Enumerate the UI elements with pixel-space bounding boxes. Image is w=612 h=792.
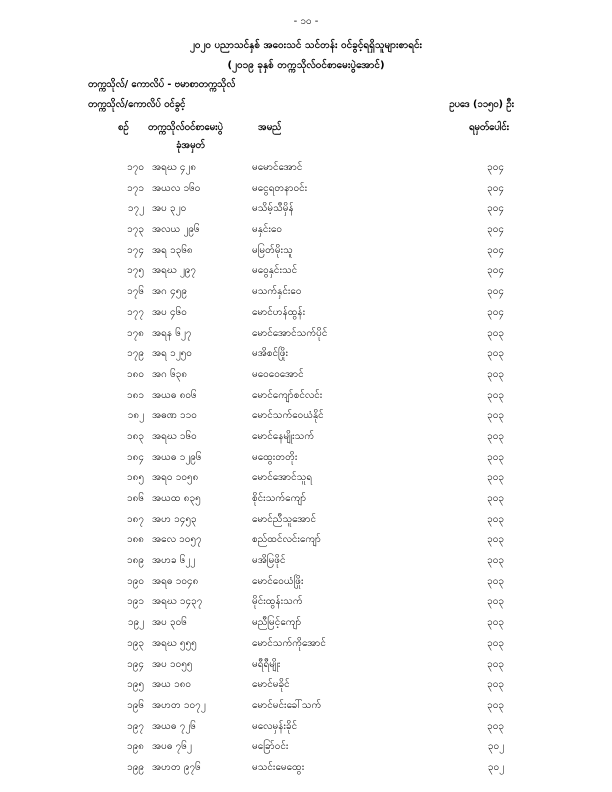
total-score: ၃၀၂ — [487, 761, 504, 773]
table-row — [0, 198, 612, 219]
total-score: ၃၀၃ — [487, 451, 504, 463]
student-name: မဝွေနှင်းသင် — [252, 265, 298, 277]
header-score: ရမှတ်ပေါင်း — [468, 122, 509, 133]
table-row — [0, 426, 612, 447]
roll-number: အဟခ ၆၂၂ — [152, 555, 196, 567]
row-number: ၁၈၄ — [127, 451, 144, 463]
row-number: ၁၇၃ — [127, 224, 144, 236]
table-row — [0, 447, 612, 468]
university-label: တက္ကသိုလ်/ ကောလိပ် - ဗမာစာတက္ကသိုလ် — [88, 79, 236, 90]
total-score: ၃၀၃ — [487, 472, 504, 484]
student-name: မောင်ဟန်ထွန်း — [252, 306, 306, 318]
row-number: ၁၉၅ — [127, 679, 144, 691]
row-number: ၁၇၁ — [127, 182, 144, 194]
row-number: ၁၇၅ — [127, 265, 144, 277]
roll-number: အရ ၁၃၆၈ — [152, 244, 193, 256]
total-score: ၃၀၄ — [487, 203, 504, 215]
row-number: ၁၈၀ — [127, 368, 144, 380]
table-row — [0, 467, 612, 488]
student-name: စည်ထင်လင်းကျော် — [252, 534, 321, 546]
table-row — [0, 385, 612, 406]
roll-number: အရဃ ၄၂၈ — [152, 162, 197, 173]
document-subtitle: (၂၀၁၉ ခုနှစ် တက္ကသိုလ်ဝင်စာမေးပွဲအောင်) — [227, 60, 385, 71]
total-score: ၃၀၃ — [487, 389, 504, 401]
roll-number: အယဓ ၇၂၆ — [152, 720, 196, 732]
student-name: မရီရီမျိုး — [252, 658, 281, 670]
student-name: မညီမြင့်ကျော် — [252, 617, 302, 629]
roll-number: အရ ၁၂၅၀ — [152, 348, 192, 360]
table-row — [0, 219, 612, 240]
total-score: ၃၀၃ — [487, 575, 504, 587]
table-row — [0, 571, 612, 592]
row-number: ၁၉၉ — [127, 761, 144, 773]
page-number: - ၁၀ - — [293, 16, 319, 27]
table-row — [0, 591, 612, 612]
student-name: မောင်မင်းခေါ်သက် — [252, 699, 322, 711]
student-name: မခြော်ဝင်း — [252, 741, 289, 753]
roll-number: အဂ ၆၃၈ — [152, 368, 188, 380]
student-name: မောင်ညီသူအောင် — [252, 513, 317, 525]
total-score: ၃၀၄ — [487, 182, 504, 194]
total-score: ၃၀၃ — [487, 368, 504, 380]
total-score: ၃၀၃ — [487, 596, 504, 608]
total-score: ၃၀၃ — [487, 658, 504, 670]
student-name: မောင်ကျော်စင်လင်း — [252, 389, 323, 401]
total-score: ၃၀၃ — [487, 720, 504, 732]
student-name: မမောင်အောင် — [252, 162, 303, 173]
header-name: အမည် — [258, 122, 282, 133]
total-score: ၃၀၄ — [487, 162, 504, 173]
student-name: စိုင်းသက်ကျော် — [252, 493, 307, 504]
roll-number: အဓဏ ၁၁၀ — [152, 410, 197, 422]
total-score: ၃၀၃ — [487, 348, 504, 360]
total-score: ၃၀၃ — [487, 637, 504, 649]
student-list — [0, 157, 612, 778]
roll-number: အယဓ ၁၂၉၆ — [152, 451, 202, 463]
total-score: ၃၀၃ — [487, 410, 504, 422]
student-name: မနှင်းဝေ — [252, 224, 283, 236]
row-number: ၁၇၀ — [127, 162, 144, 173]
table-row — [0, 736, 612, 757]
table-row — [0, 364, 612, 385]
student-name: မငွေရတနာဝင်း — [252, 182, 308, 194]
roll-number: အရဃ ၅၅၅ — [152, 637, 197, 649]
student-name: မသက်နှင်းဝေ — [252, 286, 302, 298]
table-row — [0, 157, 612, 178]
table-row — [0, 302, 612, 323]
student-name: မသိမ့်သီမှိန် — [252, 203, 294, 215]
student-name: မလေမှန်းခိုင် — [252, 720, 298, 732]
roll-number: အပ ၃၀၆ — [152, 617, 187, 629]
table-row — [0, 240, 612, 261]
table-row — [0, 633, 612, 654]
roll-number: အပ ၃၂၀ — [152, 203, 187, 215]
roll-number: အယလ ၁၆၀ — [152, 182, 201, 194]
table-row — [0, 323, 612, 344]
total-score: ၃၀၃ — [487, 699, 504, 711]
roll-number: အလယ ၂၉၆ — [152, 224, 200, 236]
row-number: ၁၈၇ — [127, 513, 144, 525]
student-name: မောင်သက်ကိုအောင် — [252, 637, 326, 649]
table-row — [0, 654, 612, 675]
row-number: ၁၉၂ — [127, 617, 144, 629]
roll-number: အဟတ ၁၀၇၂ — [152, 699, 206, 711]
roll-number: အရ၀ ၁၀၅၈ — [152, 472, 199, 484]
row-number: ၁၇၄ — [127, 244, 144, 256]
row-number: ၁၇၇ — [127, 306, 144, 318]
roll-number: အဂ ၄၅၉ — [152, 286, 187, 298]
student-name: မောင်အောင်သူရ — [252, 472, 313, 484]
roll-number: အလေ ၁၀၅၇ — [152, 534, 202, 546]
table-row — [0, 178, 612, 199]
total-score: ၃၀၃ — [487, 513, 504, 525]
student-name: မောင်သက်ဝေယံနိုင် — [252, 410, 324, 422]
roll-number: အယ ၁၈၀ — [152, 679, 192, 691]
roll-number: အရဓ ၁၀၄၈ — [152, 575, 199, 587]
student-name: မောင်မခိုင် — [252, 679, 290, 691]
header-roll-number-sub: ခုံအမှတ် — [176, 140, 205, 151]
roll-number: အရဃ ၁၆၀ — [152, 430, 197, 442]
student-name: မအိမြဖိုင် — [252, 555, 286, 567]
student-name: မောင်ဝေယံဖြိုး — [252, 575, 304, 587]
row-number: ၁၉၀ — [127, 575, 144, 587]
roll-number: အပ ၄၆၀ — [152, 306, 187, 318]
total-score: ၃၀၄ — [487, 306, 504, 318]
student-name: မိုင်းထွန်းသက် — [252, 596, 303, 608]
header-number: စဉ် — [118, 122, 129, 133]
student-name: မထွေးတတိုး — [252, 451, 298, 463]
total-score: ၃၀၃ — [487, 430, 504, 442]
program-label: တက္ကသိုလ်/ကောလိပ် ဝင်ခွင့် — [88, 99, 186, 110]
table-row — [0, 550, 612, 571]
row-number: ၁၇၉ — [127, 348, 144, 360]
table-row — [0, 509, 612, 530]
total-score: ၃၀၃ — [487, 679, 504, 691]
table-row — [0, 343, 612, 364]
student-name: မောင်နေမျိုးသက် — [252, 430, 315, 442]
row-number: ၁၉၃ — [127, 637, 144, 649]
table-row — [0, 757, 612, 778]
roll-number: အဟ ၁၄၅၃ — [152, 513, 197, 525]
row-number: ၁၉၆ — [127, 699, 144, 711]
total-score: ၃၀၄ — [487, 244, 504, 256]
roll-number: အယထ ၈၃၅ — [152, 493, 201, 504]
roll-number: အယဓ ၈၀၆ — [152, 389, 197, 401]
table-row — [0, 674, 612, 695]
row-number: ၁၉၄ — [127, 658, 144, 670]
table-row — [0, 529, 612, 550]
student-name: မအိစင်ဖြိုး — [252, 348, 288, 360]
row-number: ၁၈၅ — [127, 472, 144, 484]
document-title: ၂၀၂၀ ပညာသင်နှစ် အဝေးသင် သင်တန်း ဝင်ခွင့်ရရှိသူများစာရင်း — [189, 40, 423, 51]
row-number: ၁၈၁ — [127, 389, 144, 401]
total-score: ၃၀၃ — [487, 534, 504, 546]
roll-number: အပဓ ၇၆၂ — [152, 741, 192, 753]
student-name: မောင်အောင်သက်ပိုင် — [252, 327, 328, 339]
total-score: ၃၀၄ — [487, 224, 504, 236]
table-row — [0, 695, 612, 716]
student-name: မသင်းမေထွေး — [252, 761, 305, 773]
row-number: ၁၉၈ — [127, 741, 144, 753]
header-roll-number: တက္ကသိုလ်ဝင်စာမေးပွဲ — [148, 122, 223, 133]
table-row — [0, 488, 612, 509]
table-row — [0, 716, 612, 737]
total-score: ၃၀၃ — [487, 493, 504, 504]
total-score: ၃၀၄ — [487, 265, 504, 277]
year-quota-label: ဥပဒေ (၁၁၅၀) ဦး — [449, 99, 514, 110]
row-number: ၁၈၃ — [127, 430, 144, 442]
student-name: မဝေဝေအောင် — [252, 368, 304, 380]
row-number: ၁၉၁ — [127, 596, 144, 608]
total-score: ၃၀၃ — [487, 617, 504, 629]
row-number: ၁၈၆ — [127, 493, 144, 504]
row-number: ၁၇၂ — [127, 203, 144, 215]
roll-number: အပ ၁၀၅၅ — [152, 658, 193, 670]
table-row — [0, 281, 612, 302]
roll-number: အဟတ ၉၇၆ — [152, 761, 201, 773]
total-score: ၃၀၃ — [487, 327, 504, 339]
student-name: မမြတ်မိုးသူ — [252, 244, 293, 256]
table-row — [0, 612, 612, 633]
table-row — [0, 260, 612, 281]
table-row — [0, 405, 612, 426]
row-number: ၁၉၇ — [127, 720, 144, 732]
row-number: ၁၇၈ — [127, 327, 144, 339]
row-number: ၁၈၉ — [127, 555, 144, 567]
roll-number: အရဃ ၁၄၃၇ — [152, 596, 203, 608]
total-score: ၃၀၃ — [487, 555, 504, 567]
row-number: ၁၈၂ — [127, 410, 144, 422]
total-score: ၃၀၂ — [487, 741, 504, 753]
roll-number: အရဃ ၂၉၇ — [152, 265, 197, 277]
total-score: ၃၀၄ — [487, 286, 504, 298]
roll-number: အရန ၆၂၇ — [152, 327, 192, 339]
row-number: ၁၇၆ — [127, 286, 144, 298]
row-number: ၁၈၈ — [126, 534, 144, 546]
